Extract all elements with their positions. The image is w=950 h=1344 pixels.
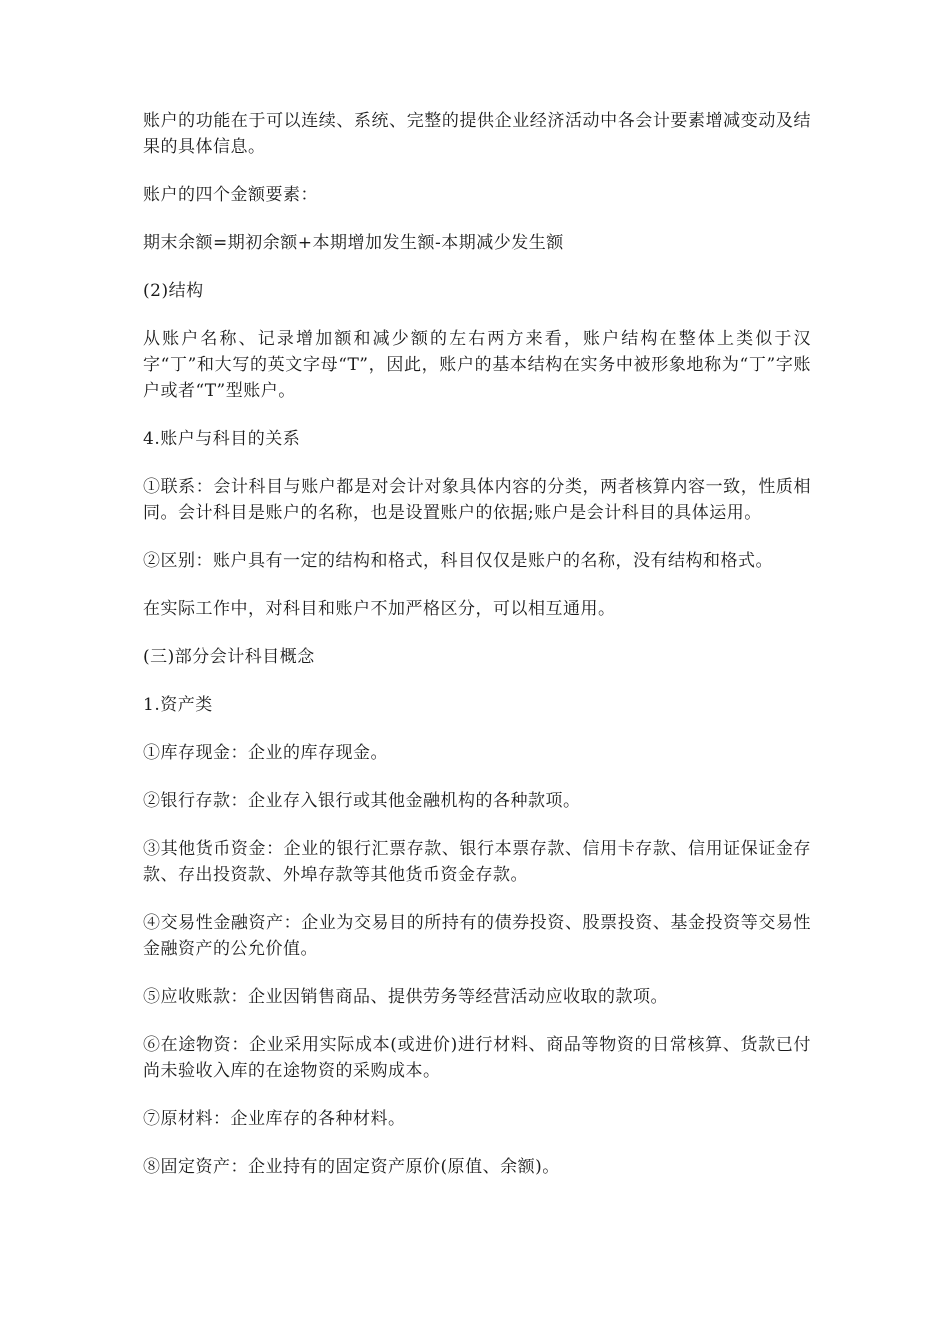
list-item-accounts-receivable: ⑤应收账款：企业因销售商品、提供劳务等经营活动应收取的款项。: [143, 987, 668, 1007]
heading-subject-concepts: (三)部分会计科目概念: [143, 647, 315, 667]
paragraph-account-function: 账户的功能在于可以连续、系统、完整的提供企业经济活动中各会计要素增减变动及结果的具体信息。: [143, 111, 811, 157]
list-item-other-monetary-funds: ③其他货币资金：企业的银行汇票存款、银行本票存款、信用卡存款、信用证保证金存款、存出投资款、外埠存款等其他货币资金存款。: [143, 839, 811, 885]
list-item-bank-deposit: ②银行存款：企业存入银行或其他金融机构的各种款项。: [143, 791, 581, 811]
paragraph-balance-formula: 期末余额=期初余额+本期增加发生额-本期减少发生额: [143, 233, 564, 253]
list-item-fixed-assets: ⑧固定资产：企业持有的固定资产原价(原值、余额)。: [143, 1157, 560, 1177]
list-item-raw-materials: ⑦原材料：企业库存的各种材料。: [143, 1109, 406, 1129]
paragraph-four-elements: 账户的四个金额要素：: [143, 185, 318, 205]
heading-account-subject-relation: 4.账户与科目的关系: [143, 429, 301, 449]
heading-structure: (2)结构: [143, 281, 204, 301]
list-item-materials-in-transit: ⑥在途物资：企业采用实际成本(或进价)进行材料、商品等物资的日常核算、货款已付尚未验收入库的在途物资的采购成本。: [143, 1035, 811, 1081]
list-item-cash: ①库存现金：企业的库存现金。: [143, 743, 388, 763]
paragraph-difference: ②区别：账户具有一定的结构和格式，科目仅仅是账户的名称，没有结构和格式。: [143, 551, 773, 571]
paragraph-practice: 在实际工作中，对科目和账户不加严格区分，可以相互通用。: [143, 599, 616, 619]
document-page: [143, 108, 811, 1202]
paragraph-connection: ①联系：会计科目与账户都是对会计对象具体内容的分类，两者核算内容一致，性质相同。会计科目是账户的名称，也是设置账户的依据;账户是会计科目的具体运用。: [143, 477, 811, 523]
heading-assets: 1.资产类: [143, 695, 213, 715]
list-item-trading-financial-assets: ④交易性金融资产：企业为交易目的所持有的债券投资、股票投资、基金投资等交易性金融资产的公允价值。: [143, 913, 811, 959]
paragraph-t-account: 从账户名称、记录增加额和减少额的左右两方来看，账户结构在整体上类似于汉字“丁”和大写的英文字母“T”，因此，账户的基本结构在实务中被形象地称为“丁”字账户或者“T”型账户。: [143, 329, 811, 401]
